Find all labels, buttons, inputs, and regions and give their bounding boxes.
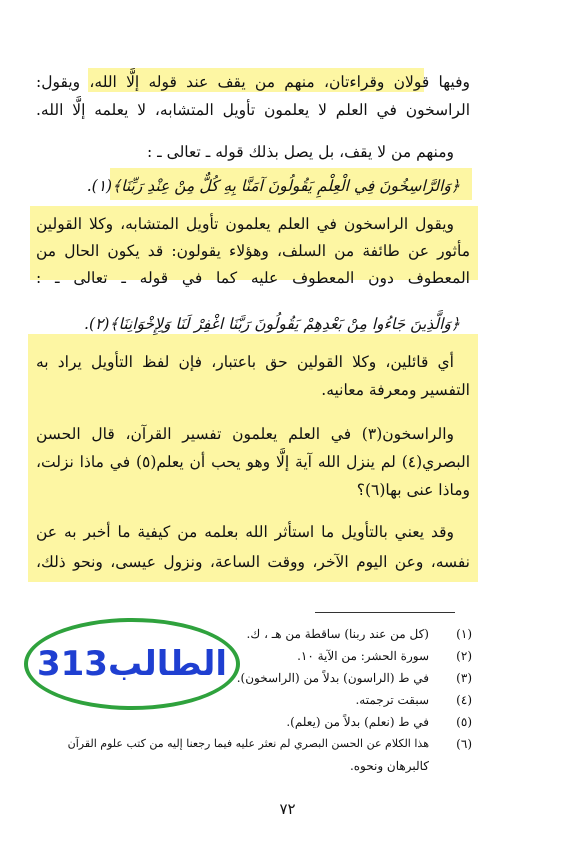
footnote-text: (كل من عند ربنا) ساقطة من هـ ، ك.: [246, 627, 429, 641]
footnote-number: (١): [456, 627, 472, 641]
text-line-13: وماذا عنى بها(٦)؟: [356, 481, 470, 499]
text-line-3: ومنهم من لا يقف، بل يصل بذلك قوله ـ تعالى ـ :: [147, 143, 454, 161]
watermark-stamp: [24, 618, 240, 710]
footnote-text: هذا الكلام عن الحسن البصري لم نعثر عليه فيما رجعنا إليه من كتب علوم القرآن: [67, 737, 429, 750]
page-number: ٧٢: [279, 800, 296, 818]
footnote-number: (٤): [456, 693, 472, 707]
footnote-divider: [315, 612, 455, 613]
text-line-9: أي قائلين، وكلا القولين حق باعتبار، فإن لفظ التأويل يراد به: [36, 353, 454, 371]
text-line-5: ويقول الراسخون في العلم يعلمون تأويل المتشابه، وكلا القولين: [36, 215, 454, 233]
footnote-number: (٥): [456, 715, 472, 729]
quran-verse-1: ﴿وَالرَّاسِخُونَ فِي الْعِلْمِ يَقُولُونَ آمَنَّا بِهِ كُلٌّ مِنْ عِنْدِ رَبِّنَا﴾(١).: [86, 177, 460, 195]
footnote-number: (٢): [456, 649, 472, 663]
text-line-11: والراسخون(٣) في العلم يعلمون تفسير القرآن، قال الحسن: [36, 425, 454, 443]
text-line-15: نفسه، وعن اليوم الآخر، ووقت الساعة، ونزول عيسى، ونحو ذلك،: [36, 553, 470, 571]
text-line-2: الراسخون في العلم لا يعلمون تأويل المتشابه، لا يعلمه إلَّا الله.: [36, 101, 470, 119]
text-line-1: وفيها قولان وقراءتان، منهم من يقف عند قوله إلَّا الله، ويقول:: [36, 73, 470, 91]
footnote-text: في ط (نعلم) بدلاً من (يعلم).: [286, 715, 429, 729]
footnote-continuation: كالبرهان ونحوه.: [349, 759, 429, 773]
footnote-text: سبقت ترجمته.: [355, 693, 429, 707]
footnote-text: سورة الحشر: من الآية ١٠.: [297, 649, 429, 663]
footnote-text: في ط (الراسون) بدلاً من (الراسخون).: [236, 671, 429, 685]
quran-verse-2: ﴿وَالَّذِينَ جَاءُوا مِنْ بَعْدِهِمْ يَقُولُونَ رَبَّنَا اغْفِرْ لَنَا وَلِإِخْوَانِنَا﴾(٢).: [84, 315, 460, 333]
text-line-7: المعطوف دون المعطوف عليه كما في قوله ـ تعالى ـ :: [36, 269, 470, 287]
watermark-text: الطالب313: [36, 644, 228, 684]
text-line-12: البصري(٤) لم ينزل الله آية إلَّا وهو يحب أن يعلم(٥) في ماذا نزلت،: [36, 453, 471, 471]
text-line-6: مأثور عن طائفة من السلف، وهؤلاء يقولون: قد يكون الحال من: [36, 242, 470, 260]
footnote-number: (٣): [456, 671, 472, 685]
footnote-number: (٦): [456, 737, 472, 751]
text-line-10: التفسير ومعرفة معانيه.: [321, 381, 470, 399]
text-line-14: وقد يعني بالتأويل ما استأثر الله بعلمه من كيفية ما أخبر به عن: [36, 523, 454, 541]
